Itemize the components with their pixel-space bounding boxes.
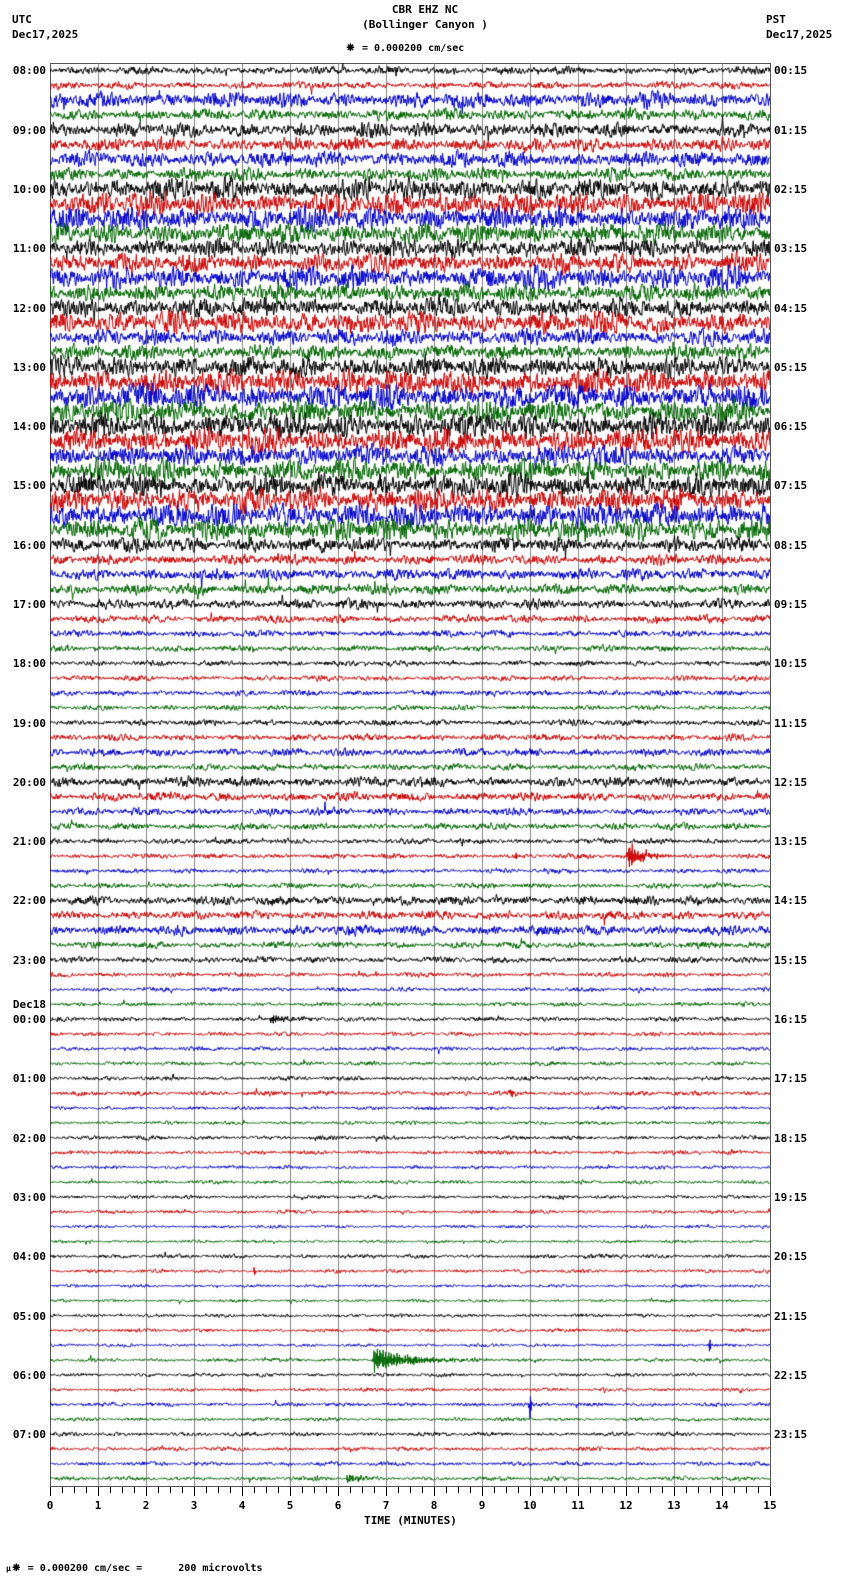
utc-hour-label: 07:00 [12,1428,46,1442]
footer-scale-text: = 0.000200 cm/sec = 200 microvolts [27,1563,263,1574]
x-tick-label: 1 [94,1499,102,1512]
x-minor-tick [494,1487,495,1493]
utc-hour-label: 01:00 [12,1072,46,1086]
x-minor-tick [170,1487,171,1493]
x-major-tick [578,1487,579,1496]
utc-hour-label: 23:00 [12,953,46,967]
x-major-tick [482,1487,483,1496]
pst-hour-label: 14:15 [774,894,808,908]
x-axis-ticks [50,1487,771,1497]
x-minor-tick [602,1487,603,1493]
x-tick-label: 3 [190,1499,198,1512]
amplitude-scale-legend [345,40,464,55]
x-tick-label: 10 [523,1499,537,1512]
x-minor-tick [230,1487,231,1493]
x-axis-title: TIME (MINUTES) [364,1514,457,1527]
x-major-tick [98,1487,99,1496]
x-minor-tick [218,1487,219,1493]
x-tick-label: 13 [667,1499,681,1512]
utc-hour-label: 10:00 [12,182,46,196]
x-minor-tick [362,1487,363,1493]
pst-hour-label: 08:15 [774,538,808,552]
x-minor-tick [542,1487,543,1493]
pst-hour-label: 18:15 [774,1131,808,1145]
x-minor-tick [650,1487,651,1493]
x-minor-tick [614,1487,615,1493]
footer-scale-note [6,1560,263,1575]
scale-value: 0.000200 cm/sec [374,43,465,54]
x-minor-tick [590,1487,591,1493]
x-minor-tick [698,1487,699,1493]
x-major-tick [50,1487,51,1496]
pst-hour-label: 19:15 [774,1190,808,1204]
x-major-tick [626,1487,627,1496]
utc-hour-label: 20:00 [12,775,46,789]
x-minor-tick [350,1487,351,1493]
station-title: CBR EHZ NC [391,3,459,16]
footer-scale-bar-icon: ⁕ [10,1561,22,1576]
x-minor-tick [746,1487,747,1493]
pst-hour-label: 16:15 [774,1013,808,1027]
scale-equals: = [361,43,368,54]
x-minor-tick [134,1487,135,1493]
x-minor-tick [470,1487,471,1493]
x-minor-tick [410,1487,411,1493]
x-minor-tick [206,1487,207,1493]
day-break-label: Dec18 [12,998,46,1012]
x-major-tick [194,1487,195,1496]
utc-hour-label: 04:00 [12,1250,46,1264]
utc-hour-label: 05:00 [12,1309,46,1323]
pst-hour-label: 10:15 [774,657,808,671]
x-tick-label: 9 [478,1499,486,1512]
x-minor-tick [686,1487,687,1493]
x-major-tick [146,1487,147,1496]
utc-hour-label: 14:00 [12,420,46,434]
pst-date-label: Dec17,2025 [766,28,833,41]
pst-hour-label: 21:15 [774,1309,808,1323]
x-axis-tick-labels [0,1499,850,1513]
x-minor-tick [398,1487,399,1493]
utc-hour-label: 21:00 [12,835,46,849]
x-major-tick [290,1487,291,1496]
x-tick-label: 5 [286,1499,294,1512]
x-minor-tick [158,1487,159,1493]
utc-hour-label: 15:00 [12,479,46,493]
x-tick-label: 2 [142,1499,150,1512]
x-major-tick [242,1487,243,1496]
x-tick-label: 4 [238,1499,246,1512]
pst-hour-label: 13:15 [774,835,808,849]
x-minor-tick [518,1487,519,1493]
x-tick-label: 14 [715,1499,729,1512]
x-minor-tick [446,1487,447,1493]
x-major-tick [386,1487,387,1496]
pst-hour-label: 00:15 [774,64,808,78]
x-tick-label: 8 [430,1499,438,1512]
utc-hour-label: 12:00 [12,301,46,315]
x-minor-tick [110,1487,111,1493]
x-minor-tick [314,1487,315,1493]
pst-hour-label: 11:15 [774,716,808,730]
x-minor-tick [62,1487,63,1493]
pst-hour-label: 07:15 [774,479,808,493]
x-minor-tick [506,1487,507,1493]
x-major-tick [722,1487,723,1496]
pst-hour-label: 06:15 [774,420,808,434]
utc-hour-label: 03:00 [12,1190,46,1204]
seismic-traces-canvas [50,63,770,1486]
utc-hour-label: 22:00 [12,894,46,908]
plot-right-border [770,63,771,1486]
x-major-tick [434,1487,435,1496]
x-major-tick [338,1487,339,1496]
pst-hour-label: 05:15 [774,360,808,374]
pst-hour-label: 02:15 [774,182,808,196]
micro-symbol: μ [6,1564,11,1573]
x-minor-tick [122,1487,123,1493]
pst-hour-label: 03:15 [774,242,808,256]
pst-hour-label: 22:15 [774,1368,808,1382]
utc-hour-label: 18:00 [12,657,46,671]
utc-hour-label: 08:00 [12,64,46,78]
pst-timezone-label: PST [766,13,786,26]
x-tick-label: 6 [334,1499,342,1512]
helicorder-plot[interactable] [50,63,770,1486]
x-minor-tick [326,1487,327,1493]
x-major-tick [770,1487,771,1496]
utc-hour-label: 19:00 [12,716,46,730]
x-minor-tick [302,1487,303,1493]
station-subtitle: (Bollinger Canyon ) [362,18,488,31]
utc-date-label: Dec17,2025 [12,28,79,41]
x-minor-tick [278,1487,279,1493]
utc-hour-label: 16:00 [12,538,46,552]
x-minor-tick [254,1487,255,1493]
x-tick-label: 7 [382,1499,390,1512]
x-minor-tick [662,1487,663,1493]
pst-hour-label: 23:15 [774,1428,808,1442]
x-minor-tick [74,1487,75,1493]
x-minor-tick [374,1487,375,1493]
pst-hour-label: 04:15 [774,301,808,315]
x-minor-tick [566,1487,567,1493]
x-minor-tick [758,1487,759,1493]
x-tick-label: 11 [571,1499,585,1512]
utc-hour-label: 02:00 [12,1131,46,1145]
pst-hour-label: 15:15 [774,953,808,967]
utc-hour-label: 11:00 [12,242,46,256]
x-major-tick [674,1487,675,1496]
x-minor-tick [458,1487,459,1493]
utc-hour-label: 17:00 [12,598,46,612]
utc-hour-label: 13:00 [12,360,46,374]
x-tick-label: 12 [619,1499,633,1512]
x-major-tick [530,1487,531,1496]
scale-bar-icon: ⁕ [345,41,356,56]
x-minor-tick [710,1487,711,1493]
pst-hour-label: 17:15 [774,1072,808,1086]
x-minor-tick [734,1487,735,1493]
pst-hour-label: 12:15 [774,775,808,789]
pst-hour-label: 09:15 [774,598,808,612]
pst-hour-label: 20:15 [774,1250,808,1264]
x-minor-tick [266,1487,267,1493]
x-minor-tick [182,1487,183,1493]
x-tick-label: 15 [763,1499,777,1512]
pst-hour-label: 01:15 [774,123,808,137]
x-tick-label: 0 [46,1499,54,1512]
x-minor-tick [86,1487,87,1493]
x-minor-tick [638,1487,639,1493]
utc-timezone-label: UTC [12,13,32,26]
utc-hour-label: 00:00 [12,1013,46,1027]
x-minor-tick [422,1487,423,1493]
utc-hour-label: 09:00 [12,123,46,137]
x-minor-tick [554,1487,555,1493]
utc-hour-label: 06:00 [12,1368,46,1382]
